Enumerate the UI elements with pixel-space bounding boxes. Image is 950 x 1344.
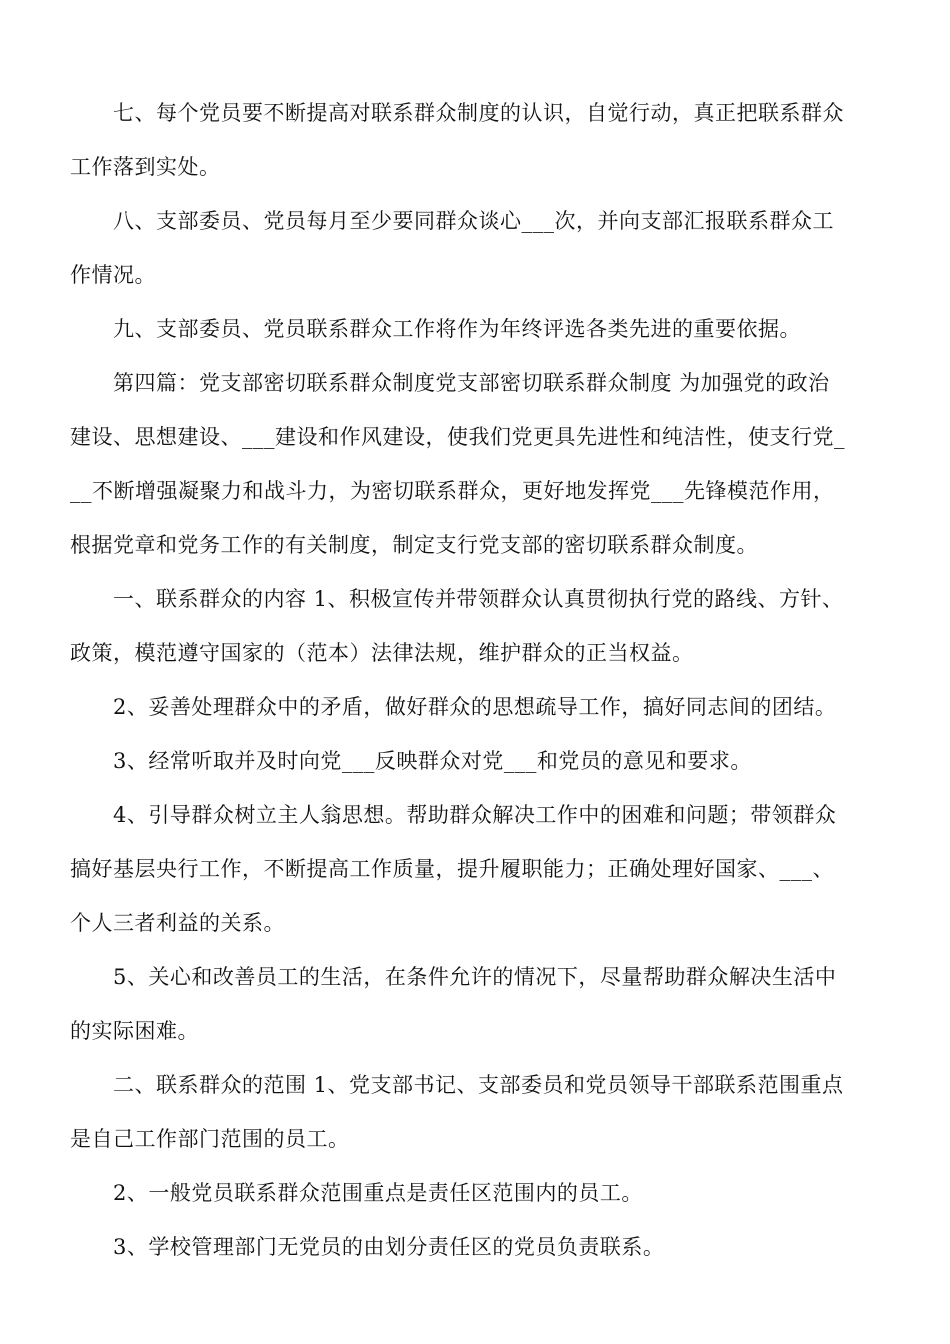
text-line: 4、引导群众树立主人翁思想。帮助群众解决工作中的困难和问题；带领群众 (113, 803, 837, 827)
text-line: 九、支部委员、党员联系群众工作将作为年终评选各类先进的重要依据。 (113, 317, 801, 341)
text-line: 一、联系群众的内容 1、积极宣传并带领群众认真贯彻执行党的路线、方针、 (113, 587, 844, 611)
text-line: 搞好基层央行工作，不断提高工作质量，提升履职能力；正确处理好国家、___、 (70, 857, 834, 881)
text-line: 5、关心和改善员工的生活，在条件允许的情况下，尽量帮助群众解决生活中 (113, 965, 837, 989)
text-line: __不断增强凝聚力和战斗力，为密切联系群众，更好地发挥党___先锋模范作用， (70, 479, 835, 503)
item-2-paragraph (70, 680, 884, 734)
document-body (70, 86, 884, 1274)
paragraph-8 (70, 194, 884, 302)
contact-content-paragraph (70, 572, 884, 680)
text-line: 根据党章和党务工作的有关制度，制定支行党支部的密切联系群众制度。 (70, 533, 758, 557)
text-line: 政策，模范遵守国家的（范本）法律法规，维护群众的正当权益。 (70, 641, 694, 665)
text-line: 是自己工作部门范围的员工。 (70, 1127, 350, 1151)
text-line: 的实际困难。 (70, 1019, 199, 1043)
text-line: 2、妥善处理群众中的矛盾，做好群众的思想疏导工作，搞好同志间的团结。 (113, 695, 837, 719)
item-3-paragraph (70, 734, 884, 788)
text-line: 作情况。 (70, 263, 156, 287)
text-line: 个人三者利益的关系。 (70, 911, 285, 935)
text-line: 二、联系群众的范围 1、党支部书记、支部委员和党员领导干部联系范围重点 (113, 1073, 844, 1097)
scope-item-2-paragraph (70, 1166, 884, 1220)
text-line: 3、学校管理部门无党员的由划分责任区的党员负责联系。 (113, 1235, 665, 1259)
item-5-paragraph (70, 950, 884, 1058)
section-four-heading-paragraph (70, 356, 884, 572)
text-line: 工作落到实处。 (70, 155, 221, 179)
contact-scope-paragraph (70, 1058, 884, 1166)
text-line: 七、每个党员要不断提高对联系群众制度的认识，自觉行动，真正把联系群众 (113, 101, 844, 125)
paragraph-7 (70, 86, 884, 194)
scope-item-3-paragraph (70, 1220, 884, 1274)
text-line: 八、支部委员、党员每月至少要同群众谈心___次，并向支部汇报联系群众工 (113, 209, 834, 233)
text-line: 建设、思想建设、___建设和作风建设，使我们党更具先进性和纯洁性，使支行党_ (70, 425, 845, 449)
item-4-paragraph (70, 788, 884, 950)
text-line: 2、一般党员联系群众范围重点是责任区范围内的员工。 (113, 1181, 643, 1205)
text-line: 第四篇：党支部密切联系群众制度党支部密切联系群众制度 为加强党的政治 (113, 371, 830, 395)
text-line: 3、经常听取并及时向党___反映群众对党___和党员的意见和要求。 (113, 749, 752, 773)
paragraph-9 (70, 302, 884, 356)
